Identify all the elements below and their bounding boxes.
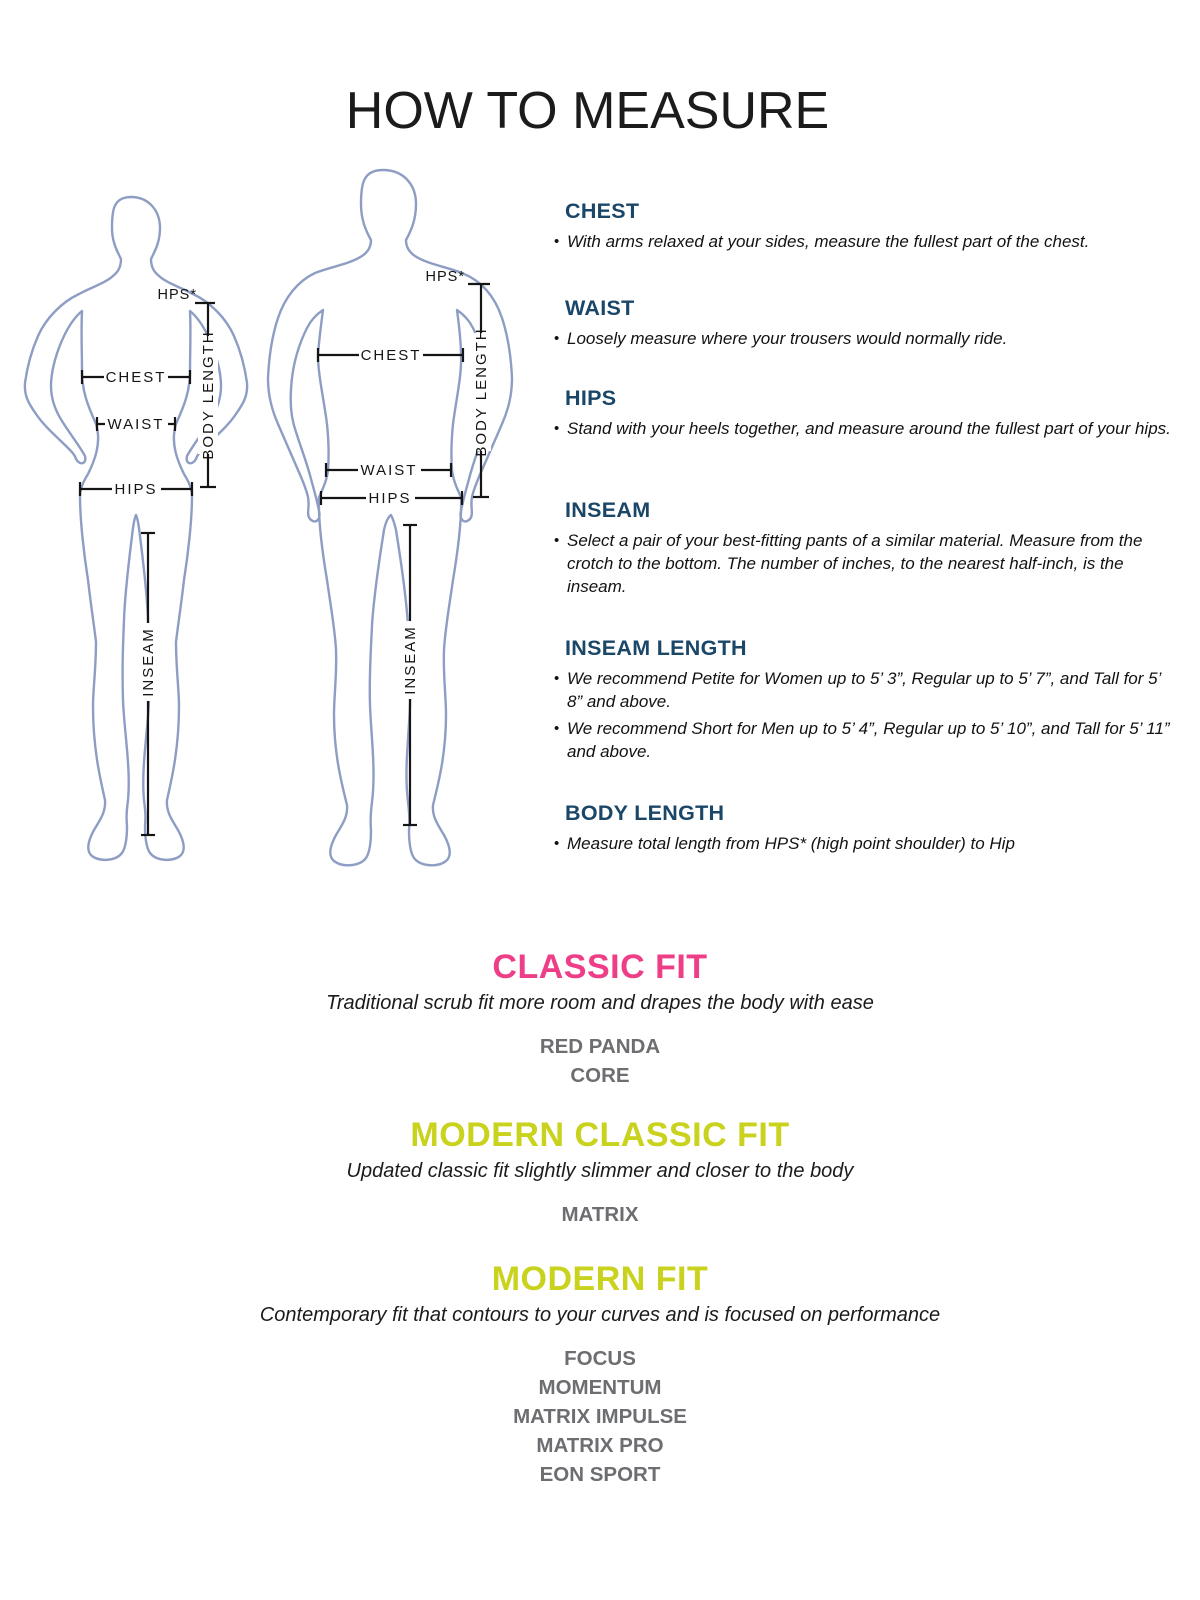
fit-description: Updated classic fit slightly slimmer and closer to the body: [346, 1160, 854, 1182]
measurement-figures-diagram: [0, 165, 540, 880]
section-heading: HIPS: [565, 386, 617, 410]
fit-title: MODERN CLASSIC FIT: [410, 1116, 790, 1154]
male-waist-label: WAIST: [360, 462, 418, 479]
brand-item: MATRIX: [561, 1203, 639, 1226]
section-heading: INSEAM LENGTH: [565, 636, 747, 660]
section-heading: INSEAM: [565, 498, 651, 522]
fit-section-modern: [0, 1260, 1200, 1489]
male-body-length-label: BODY LENGTH: [473, 327, 490, 457]
bullet-item: [553, 417, 1171, 440]
bullet-icon: •: [554, 720, 560, 737]
bullet-item: [553, 529, 1171, 598]
fit-brand-list: [0, 1032, 1200, 1090]
female-waist-label: WAIST: [107, 416, 165, 433]
female-figure: [25, 197, 247, 860]
brand-item: EON SPORT: [539, 1463, 661, 1486]
measurement-section-chest: [553, 199, 1171, 253]
female-body-outline: [25, 197, 247, 860]
female-hps-label: HPS*: [157, 287, 197, 303]
fit-title: MODERN FIT: [491, 1260, 709, 1298]
bullet-text: Stand with your heels together, and measure around the fullest part of your hips.: [567, 419, 1171, 438]
male-figure: [268, 170, 512, 865]
fit-title: CLASSIC FIT: [492, 948, 708, 986]
male-chest-label: CHEST: [360, 347, 422, 364]
fit-description: Contemporary fit that contours to your curves and is focused on performance: [259, 1304, 941, 1326]
bullet-item: [553, 327, 1171, 350]
fit-brand-list: [0, 1344, 1200, 1489]
bullet-text: Measure total length from HPS* (high point shoulder) to Hip: [567, 834, 1015, 853]
brand-item: CORE: [570, 1064, 630, 1087]
fit-description: Traditional scrub fit more room and drapes the body with ease: [326, 992, 874, 1014]
male-hips-label: HIPS: [368, 490, 412, 507]
bullet-icon: •: [554, 532, 560, 549]
brand-item: RED PANDA: [539, 1035, 661, 1058]
brand-item: FOCUS: [564, 1347, 636, 1370]
bullet-text: We recommend Short for Men up to 5’ 4”, Regular up to 5’ 10”, and Tall for 5’ 11” and above.: [567, 719, 1170, 761]
female-chest-label: CHEST: [105, 369, 167, 386]
measurement-section-inseam-length: [553, 636, 1171, 763]
brand-item: MATRIX IMPULSE: [513, 1405, 687, 1428]
bullet-icon: •: [554, 330, 560, 347]
section-heading: WAIST: [565, 296, 635, 320]
fit-section-modern-classic: [0, 1116, 1200, 1229]
bullet-item: [553, 667, 1171, 713]
section-heading: BODY LENGTH: [565, 801, 725, 825]
bullet-text: With arms relaxed at your sides, measure the fullest part of the chest.: [567, 232, 1090, 251]
bullet-text: Select a pair of your best-fitting pants of a similar material. Measure from the crotch to the bottom. The number of inches, to the nearest half-inch, is the inseam.: [567, 531, 1143, 596]
measurement-section-hips: [553, 386, 1171, 440]
fit-section-classic: [0, 948, 1200, 1090]
measurement-section-waist: [553, 296, 1171, 350]
bullet-text: We recommend Petite for Women up to 5’ 3”, Regular up to 5’ 7”, and Tall for 5’ 8” and above.: [567, 669, 1161, 711]
fit-brand-list: [0, 1200, 1200, 1229]
bullet-item: [553, 230, 1171, 253]
male-hps-label: HPS*: [425, 269, 465, 285]
measurement-section-inseam: [553, 498, 1171, 598]
bullet-icon: •: [554, 835, 560, 852]
bullet-item: [553, 717, 1171, 763]
female-inseam-label: INSEAM: [140, 627, 157, 697]
male-inseam-label: INSEAM: [402, 625, 419, 695]
male-body-outline: [268, 170, 512, 865]
bullet-icon: •: [554, 233, 560, 250]
bullet-icon: •: [554, 670, 560, 687]
female-body-length-label: BODY LENGTH: [200, 330, 217, 460]
measurement-section-body-length: [553, 801, 1171, 855]
bullet-item: [553, 832, 1171, 855]
section-heading: CHEST: [565, 199, 640, 223]
female-hips-label: HIPS: [114, 481, 158, 498]
bullet-text: Loosely measure where your trousers would normally ride.: [567, 329, 1008, 348]
page-title: HOW TO MEASURE: [345, 81, 830, 140]
brand-item: MATRIX PRO: [536, 1434, 664, 1457]
bullet-icon: •: [554, 420, 560, 437]
brand-item: MOMENTUM: [538, 1376, 662, 1399]
